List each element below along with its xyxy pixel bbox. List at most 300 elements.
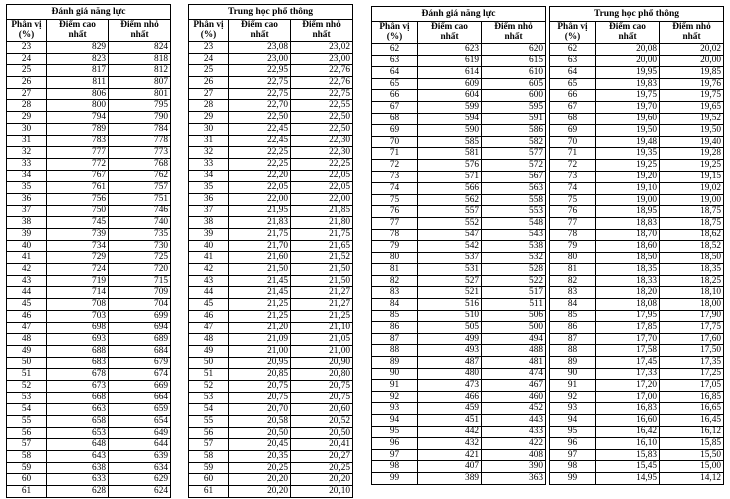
table-row: [7, 322, 171, 334]
cell-percentile: 80: [550, 252, 596, 264]
table-row: [189, 182, 353, 194]
cell-percentile: 77: [372, 217, 418, 229]
table-row: [7, 170, 171, 182]
col-header-low: Điểm nhỏ nhất: [109, 20, 171, 42]
table-row: [7, 88, 171, 100]
cell-percentile: 68: [550, 113, 596, 125]
cell-low: 582: [482, 136, 546, 148]
cell-percentile: 71: [550, 148, 596, 160]
table-row: [7, 205, 171, 217]
cell-percentile: 37: [189, 205, 229, 217]
cell-percentile: 33: [189, 158, 229, 170]
table-row: [372, 159, 546, 171]
table-row: [550, 148, 724, 160]
cell-low: 644: [109, 439, 171, 451]
cell-high: 811: [47, 77, 109, 89]
cell-low: 20,10: [291, 486, 353, 498]
cell-high: 668: [47, 392, 109, 404]
cell-low: 19,75: [660, 90, 724, 102]
cell-low: 460: [482, 391, 546, 403]
cell-percentile: 34: [7, 170, 47, 182]
table-row: [550, 229, 724, 241]
cell-percentile: 97: [550, 449, 596, 461]
table-row: [189, 439, 353, 451]
table-row: [7, 357, 171, 369]
cell-high: 23,08: [229, 42, 291, 54]
cell-high: 542: [418, 241, 482, 253]
table-row: [7, 182, 171, 194]
cell-low: 538: [482, 241, 546, 253]
table-row: [372, 368, 546, 380]
table-row: [7, 380, 171, 392]
cell-high: 734: [47, 240, 109, 252]
table-row: [550, 461, 724, 473]
cell-low: 689: [109, 334, 171, 346]
cell-high: 18,33: [596, 275, 660, 287]
cell-high: 19,60: [596, 113, 660, 125]
cell-low: 21,80: [291, 217, 353, 229]
table-row: [372, 310, 546, 322]
cell-percentile: 89: [550, 357, 596, 369]
cell-high: 20,45: [229, 439, 291, 451]
cell-high: 17,58: [596, 345, 660, 357]
cell-low: 740: [109, 217, 171, 229]
table-row: [189, 88, 353, 100]
cell-low: 18,25: [660, 275, 724, 287]
cell-low: 22,76: [291, 77, 353, 89]
cell-high: 594: [418, 113, 482, 125]
cell-high: 628: [47, 486, 109, 498]
cell-low: 558: [482, 194, 546, 206]
cell-percentile: 71: [372, 148, 418, 160]
cell-low: 528: [482, 264, 546, 276]
cell-percentile: 76: [550, 206, 596, 218]
cell-percentile: 53: [7, 392, 47, 404]
table-row: [189, 229, 353, 241]
cell-low: 15,00: [660, 461, 724, 473]
cell-percentile: 61: [7, 486, 47, 498]
cell-high: 499: [418, 333, 482, 345]
cell-percentile: 99: [372, 472, 418, 484]
cell-percentile: 24: [189, 53, 229, 65]
cell-low: 19,00: [660, 194, 724, 206]
cell-percentile: 68: [372, 113, 418, 125]
table-dgnl-62-99: [371, 6, 546, 485]
cell-high: 487: [418, 357, 482, 369]
table-row: [189, 357, 353, 369]
table-row: [550, 206, 724, 218]
cell-percentile: 78: [550, 229, 596, 241]
cell-high: 20,75: [229, 380, 291, 392]
table-thpt-23-61: [188, 4, 353, 498]
table-row: [189, 462, 353, 474]
cell-high: 643: [47, 451, 109, 463]
cell-low: 17,75: [660, 322, 724, 334]
cell-percentile: 25: [189, 65, 229, 77]
cell-low: 21,27: [291, 287, 353, 299]
cell-high: 658: [47, 416, 109, 428]
cell-percentile: 83: [372, 287, 418, 299]
cell-percentile: 27: [7, 88, 47, 100]
cell-high: 19,83: [596, 78, 660, 90]
cell-low: 467: [482, 380, 546, 392]
table-row: [550, 426, 724, 438]
cell-low: 20,80: [291, 369, 353, 381]
cell-percentile: 36: [189, 193, 229, 205]
cell-percentile: 58: [189, 451, 229, 463]
cell-high: 783: [47, 135, 109, 147]
cell-low: 18,00: [660, 299, 724, 311]
cell-percentile: 44: [189, 287, 229, 299]
table-dgnl-23-61: [6, 4, 171, 498]
table-row: [189, 392, 353, 404]
table-row: [372, 148, 546, 160]
cell-high: 599: [418, 101, 482, 113]
cell-percentile: 57: [7, 439, 47, 451]
cell-percentile: 82: [550, 275, 596, 287]
cell-high: 537: [418, 252, 482, 264]
cell-high: 18,50: [596, 252, 660, 264]
table-row: [550, 252, 724, 264]
cell-percentile: 44: [7, 287, 47, 299]
table-row: [189, 345, 353, 357]
cell-high: 614: [418, 67, 482, 79]
cell-high: 724: [47, 264, 109, 276]
table-row: [189, 123, 353, 135]
cell-low: 16,65: [660, 403, 724, 415]
cell-percentile: 26: [7, 77, 47, 89]
cell-low: 18,75: [660, 206, 724, 218]
table-row: [372, 333, 546, 345]
cell-high: 432: [418, 438, 482, 450]
cell-percentile: 39: [189, 229, 229, 241]
table-row: [189, 42, 353, 54]
cell-percentile: 41: [7, 252, 47, 264]
cell-percentile: 28: [189, 100, 229, 112]
table-row: [550, 194, 724, 206]
table-row: [550, 159, 724, 171]
cell-low: 553: [482, 206, 546, 218]
table-row: [7, 77, 171, 89]
cell-low: 15,50: [660, 449, 724, 461]
cell-low: 18,62: [660, 229, 724, 241]
cell-low: 669: [109, 380, 171, 392]
table-row: [189, 474, 353, 486]
table-row: [550, 310, 724, 322]
cell-high: 17,00: [596, 391, 660, 403]
cell-low: 649: [109, 427, 171, 439]
cell-high: 648: [47, 439, 109, 451]
cell-high: 20,85: [229, 369, 291, 381]
table-row: [550, 380, 724, 392]
table-row: [372, 194, 546, 206]
cell-low: 629: [109, 474, 171, 486]
cell-percentile: 76: [372, 206, 418, 218]
table-row: [7, 240, 171, 252]
cell-high: 20,20: [229, 474, 291, 486]
table-row: [372, 125, 546, 137]
table-row: [372, 183, 546, 195]
cell-percentile: 28: [7, 100, 47, 112]
cell-percentile: 32: [7, 147, 47, 159]
cell-low: 16,45: [660, 415, 724, 427]
cell-high: 21,95: [229, 205, 291, 217]
table-row: [372, 299, 546, 311]
table-row: [7, 112, 171, 124]
cell-percentile: 63: [550, 55, 596, 67]
cell-low: 21,25: [291, 310, 353, 322]
cell-high: 21,45: [229, 287, 291, 299]
col-header-high: Điểm cao nhất: [47, 20, 109, 42]
cell-percentile: 56: [189, 427, 229, 439]
cell-low: 600: [482, 90, 546, 102]
cell-percentile: 83: [550, 287, 596, 299]
cell-low: 19,65: [660, 101, 724, 113]
cell-percentile: 64: [550, 67, 596, 79]
cell-high: 21,20: [229, 322, 291, 334]
col-header-high: Điểm cao nhất: [418, 22, 482, 44]
table-row: [7, 474, 171, 486]
table-row: [7, 345, 171, 357]
table-row: [7, 229, 171, 241]
cell-percentile: 58: [7, 451, 47, 463]
cell-low: 22,05: [291, 170, 353, 182]
table-row: [372, 171, 546, 183]
cell-low: 18,50: [660, 252, 724, 264]
col-header-low: Điểm nhỏ nhất: [291, 20, 353, 42]
cell-percentile: 63: [372, 55, 418, 67]
cell-high: 407: [418, 461, 482, 473]
cell-high: 22,50: [229, 112, 291, 124]
cell-percentile: 47: [189, 322, 229, 334]
cell-high: 510: [418, 310, 482, 322]
table-row: [372, 229, 546, 241]
cell-low: 19,50: [660, 125, 724, 137]
cell-low: 23,00: [291, 53, 353, 65]
cell-percentile: 87: [372, 333, 418, 345]
table-row: [189, 252, 353, 264]
table-row: [372, 391, 546, 403]
cell-high: 21,00: [229, 345, 291, 357]
table-row: [372, 241, 546, 253]
cell-percentile: 38: [189, 217, 229, 229]
cell-percentile: 51: [7, 369, 47, 381]
cell-low: 500: [482, 322, 546, 334]
cell-percentile: 26: [189, 77, 229, 89]
table-row: [7, 299, 171, 311]
cell-high: 688: [47, 345, 109, 357]
cell-low: 605: [482, 78, 546, 90]
cell-percentile: 31: [7, 135, 47, 147]
cell-high: 21,09: [229, 334, 291, 346]
table-row: [372, 275, 546, 287]
cell-high: 18,20: [596, 287, 660, 299]
table-row: [550, 322, 724, 334]
cell-low: 17,35: [660, 357, 724, 369]
table-row: [189, 451, 353, 463]
cell-percentile: 52: [7, 380, 47, 392]
cell-high: 22,45: [229, 135, 291, 147]
cell-high: 678: [47, 369, 109, 381]
cell-low: 488: [482, 345, 546, 357]
cell-percentile: 24: [7, 53, 47, 65]
table-row: [7, 100, 171, 112]
cell-low: 610: [482, 67, 546, 79]
table-row: [550, 472, 724, 484]
cell-low: 22,75: [291, 88, 353, 100]
cell-percentile: 92: [372, 391, 418, 403]
cell-percentile: 82: [372, 275, 418, 287]
cell-percentile: 99: [550, 472, 596, 484]
cell-high: 750: [47, 205, 109, 217]
cell-percentile: 54: [7, 404, 47, 416]
cell-percentile: 85: [372, 310, 418, 322]
cell-percentile: 30: [7, 123, 47, 135]
cell-high: 16,10: [596, 438, 660, 450]
cell-percentile: 60: [7, 474, 47, 486]
table-row: [372, 345, 546, 357]
cell-percentile: 35: [189, 182, 229, 194]
cell-low: 19,25: [660, 159, 724, 171]
cell-low: 19,52: [660, 113, 724, 125]
cell-percentile: 89: [372, 357, 418, 369]
cell-percentile: 23: [7, 42, 47, 54]
cell-low: 812: [109, 65, 171, 77]
cell-high: 20,25: [229, 462, 291, 474]
cell-percentile: 67: [372, 101, 418, 113]
cell-low: 548: [482, 217, 546, 229]
table-row: [372, 426, 546, 438]
cell-high: 823: [47, 53, 109, 65]
cell-low: 443: [482, 415, 546, 427]
table-row: [550, 78, 724, 90]
cell-percentile: 97: [372, 449, 418, 461]
cell-low: 615: [482, 55, 546, 67]
cell-high: 421: [418, 449, 482, 461]
cell-high: 17,85: [596, 322, 660, 334]
table-row: [189, 100, 353, 112]
cell-percentile: 94: [550, 415, 596, 427]
cell-percentile: 43: [7, 275, 47, 287]
table-row: [372, 322, 546, 334]
cell-low: 543: [482, 229, 546, 241]
cell-high: 521: [418, 287, 482, 299]
cell-high: 20,75: [229, 392, 291, 404]
cell-high: 19,10: [596, 183, 660, 195]
table-row: [7, 392, 171, 404]
cell-percentile: 62: [550, 44, 596, 56]
cell-percentile: 67: [550, 101, 596, 113]
table-row: [189, 193, 353, 205]
cell-high: 552: [418, 217, 482, 229]
cell-high: 571: [418, 171, 482, 183]
cell-low: 709: [109, 287, 171, 299]
cell-low: 22,55: [291, 100, 353, 112]
cell-high: 19,50: [596, 125, 660, 137]
cell-low: 20,00: [660, 55, 724, 67]
cell-low: 19,02: [660, 183, 724, 195]
cell-low: 679: [109, 357, 171, 369]
cell-low: 517: [482, 287, 546, 299]
cell-percentile: 43: [189, 275, 229, 287]
table-row: [7, 427, 171, 439]
cell-high: 653: [47, 427, 109, 439]
cell-percentile: 66: [550, 90, 596, 102]
cell-high: 527: [418, 275, 482, 287]
cell-high: 17,95: [596, 310, 660, 322]
cell-percentile: 32: [189, 147, 229, 159]
cell-high: 829: [47, 42, 109, 54]
table-row: [189, 380, 353, 392]
cell-high: 22,25: [229, 147, 291, 159]
cell-high: 19,70: [596, 101, 660, 113]
cell-percentile: 85: [550, 310, 596, 322]
cell-percentile: 56: [7, 427, 47, 439]
table-row: [550, 345, 724, 357]
cell-percentile: 57: [189, 439, 229, 451]
table-row: [550, 241, 724, 253]
cell-high: 20,08: [596, 44, 660, 56]
cell-low: 14,12: [660, 472, 724, 484]
table-row: [189, 486, 353, 498]
cell-percentile: 29: [189, 112, 229, 124]
cell-percentile: 50: [189, 357, 229, 369]
cell-low: 18,10: [660, 287, 724, 299]
cell-percentile: 88: [372, 345, 418, 357]
cell-low: 22,30: [291, 135, 353, 147]
table-row: [7, 135, 171, 147]
cell-low: 511: [482, 299, 546, 311]
cell-percentile: 80: [372, 252, 418, 264]
cell-percentile: 23: [189, 42, 229, 54]
cell-high: 21,25: [229, 310, 291, 322]
cell-high: 739: [47, 229, 109, 241]
cell-percentile: 47: [7, 322, 47, 334]
cell-high: 633: [47, 474, 109, 486]
table-row: [7, 404, 171, 416]
cell-low: 620: [482, 44, 546, 56]
cell-percentile: 98: [372, 461, 418, 473]
cell-high: 817: [47, 65, 109, 77]
cell-percentile: 45: [7, 299, 47, 311]
cell-high: 16,60: [596, 415, 660, 427]
col-header-percentile: Phân vị (%): [7, 20, 47, 42]
cell-percentile: 46: [7, 310, 47, 322]
cell-high: 21,25: [229, 299, 291, 311]
cell-low: 730: [109, 240, 171, 252]
cell-high: 638: [47, 462, 109, 474]
cell-low: 746: [109, 205, 171, 217]
cell-high: 566: [418, 183, 482, 195]
cell-low: 715: [109, 275, 171, 287]
cell-percentile: 73: [550, 171, 596, 183]
cell-high: 23,00: [229, 53, 291, 65]
cell-percentile: 66: [372, 90, 418, 102]
cell-percentile: 30: [189, 123, 229, 135]
cell-percentile: 35: [7, 182, 47, 194]
table-row: [7, 252, 171, 264]
table-row: [372, 403, 546, 415]
table-row: [372, 449, 546, 461]
cell-percentile: 51: [189, 369, 229, 381]
cell-high: 459: [418, 403, 482, 415]
table-row: [550, 299, 724, 311]
table-row: [189, 77, 353, 89]
cell-low: 751: [109, 193, 171, 205]
table-row: [372, 380, 546, 392]
cell-low: 720: [109, 264, 171, 276]
cell-percentile: 77: [550, 217, 596, 229]
